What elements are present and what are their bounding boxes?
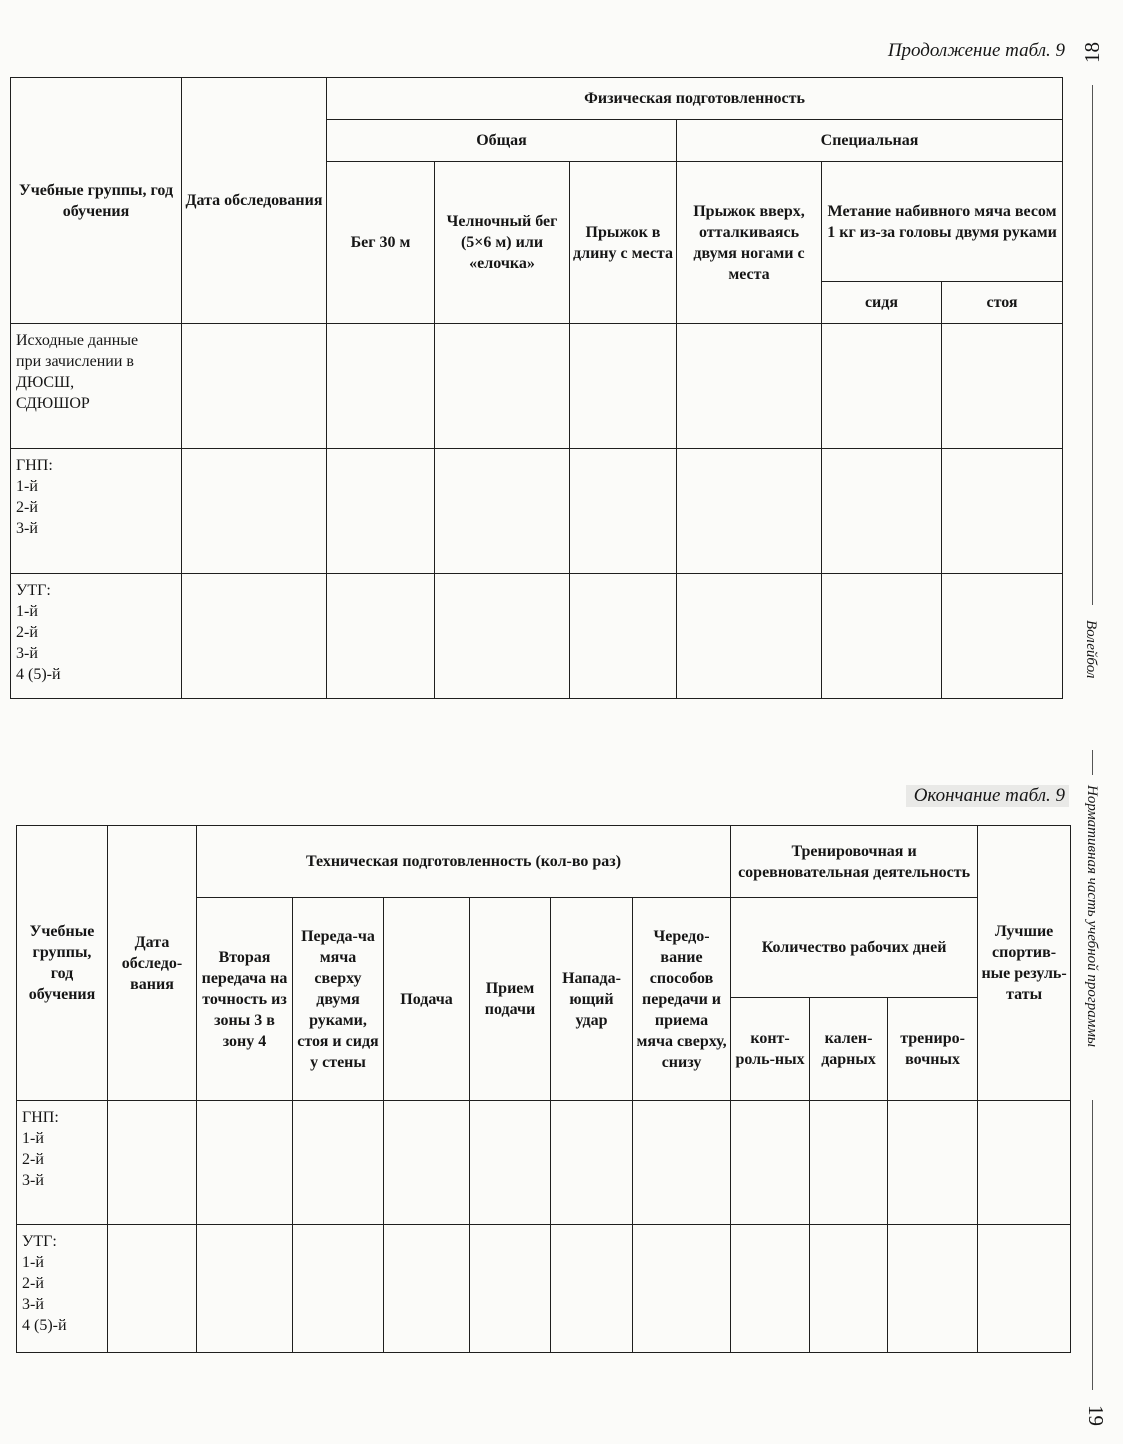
table-row (11, 449, 1063, 574)
running-head-sport: Волейбол (1083, 620, 1099, 679)
header-alternating: Чередо-вание способов передачи и приема мяча сверху, снизу (633, 898, 731, 1101)
header-attack: Напада-ющий удар (551, 898, 633, 1101)
row-label-gnp: ГНП: 1-й 2-й 3-й (11, 449, 182, 574)
running-head-section: Нормативная часть учебной программы (1084, 785, 1100, 1048)
header-training-competition: Тренировочная и соревновательная деятельность (731, 826, 978, 898)
header-groups: Учебные группы, год обучения (17, 826, 108, 1101)
header-sitting: сидя (822, 282, 942, 324)
header-run30: Бег 30 м (327, 162, 435, 324)
running-head-rule (1092, 85, 1093, 605)
table-row (17, 1101, 1071, 1225)
header-work-days: Количество рабочих дней (731, 898, 978, 998)
header-overhead-pass: Переда-ча мяча сверху двумя руками, стоя и сидя у стены (293, 898, 384, 1101)
header-general: Общая (327, 120, 677, 162)
header-med-ball: Метание набивного мяча весом 1 кг из-за головы двумя руками (822, 162, 1063, 282)
header-long-jump: Прыжок в длину с места (570, 162, 677, 324)
header-serve: Подача (384, 898, 470, 1101)
physical-fitness-table (10, 77, 1063, 699)
header-calendar: кален-дарных (810, 998, 888, 1101)
running-head-rule (1092, 1100, 1093, 1390)
header-groups: Учебные группы, год обучения (11, 78, 182, 324)
header-second-pass: Вторая передача на точность из зоны 3 в зону 4 (197, 898, 293, 1101)
row-label-gnp: ГНП: 1-й 2-й 3-й (17, 1101, 108, 1225)
table-row (17, 1225, 1071, 1353)
header-technical: Техническая подготовленность (кол-во раз) (197, 826, 731, 898)
technical-fitness-table (16, 825, 1071, 1353)
row-label-initial: Исходные данные при зачислении в ДЮСШ, СДЮШОР (11, 324, 182, 449)
header-vertical-jump: Прыжок вверх, отталкиваясь двумя ногами с места (677, 162, 822, 324)
header-shuttle: Челночный бег (5×6 м) или «елочка» (435, 162, 570, 324)
page-number-left: 18 (1080, 42, 1104, 63)
header-date: Дата обследо-вания (108, 826, 197, 1101)
header-training: трениро-вочных (888, 998, 978, 1101)
row-label-utg: УТГ: 1-й 2-й 3-й 4 (5)-й (11, 574, 182, 699)
header-date: Дата обследования (182, 78, 327, 324)
page-divider-rule (1092, 750, 1093, 775)
table-row (11, 324, 1063, 449)
table-row (11, 574, 1063, 699)
table-caption-continuation: Продолжение табл. 9 (887, 40, 1065, 61)
header-standing: стоя (942, 282, 1063, 324)
header-best-results: Лучшие спортив-ные резуль-таты (978, 826, 1071, 1101)
header-control: конт-роль-ных (731, 998, 810, 1101)
header-physical: Физическая подготовленность (327, 78, 1063, 120)
header-receive: Прием подачи (470, 898, 551, 1101)
page-number-right: 19 (1084, 1405, 1108, 1426)
header-special: Специальная (677, 120, 1063, 162)
table-caption-ending: Окончание табл. 9 (906, 785, 1069, 807)
row-label-utg: УТГ: 1-й 2-й 3-й 4 (5)-й (17, 1225, 108, 1353)
